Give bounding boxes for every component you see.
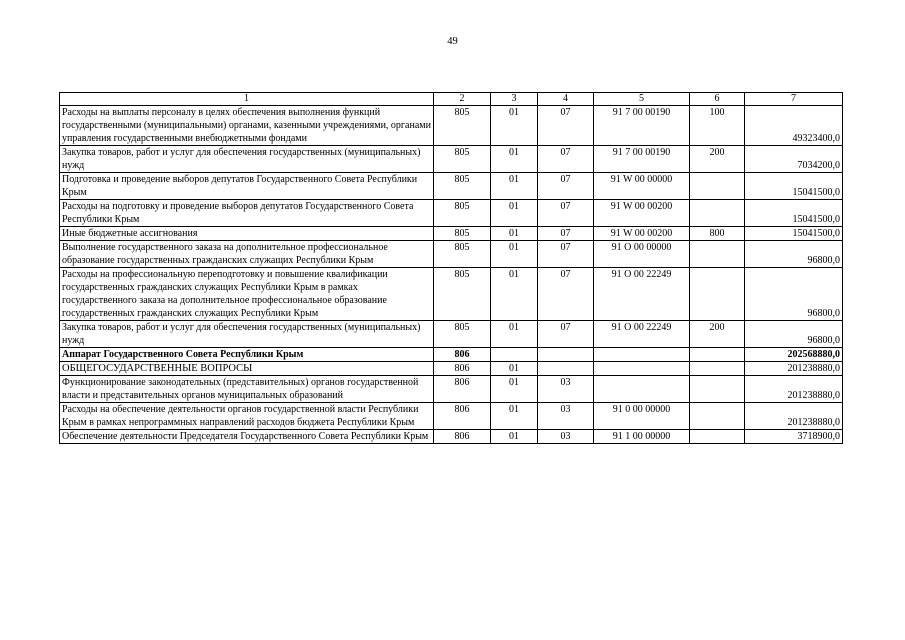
column-header: 1 (60, 93, 434, 106)
table-row (60, 348, 843, 362)
target-article-code: 91 W 00 00200 (594, 227, 690, 241)
subsection-code: 03 (538, 376, 594, 403)
ministry-code: 805 (434, 321, 491, 348)
expense-type-code: 200 (690, 146, 745, 173)
amount: 96800,0 (745, 268, 843, 321)
section-code: 01 (491, 241, 538, 268)
subsection-code: 07 (538, 268, 594, 321)
subsection-code: 03 (538, 403, 594, 430)
row-name: Выполнение государственного заказа на дополнительное профессиональное образование государственных гражданских служащих Республики Крым (60, 241, 434, 268)
row-name: ОБЩЕГОСУДАРСТВЕННЫЕ ВОПРОСЫ (60, 362, 434, 376)
target-article-code: 91 О 00 22249 (594, 268, 690, 321)
subsection-code: 07 (538, 227, 594, 241)
amount: 201238880,0 (745, 362, 843, 376)
row-name: Закупка товаров, работ и услуг для обеспечения государственных (муниципальных) нужд (60, 146, 434, 173)
subsection-code (538, 362, 594, 376)
target-article-code: 91 1 00 00000 (594, 430, 690, 444)
table-row (60, 173, 843, 200)
target-article-code: 91 О 00 00000 (594, 241, 690, 268)
target-article-code (594, 348, 690, 362)
ministry-code: 805 (434, 106, 491, 146)
ministry-code: 805 (434, 146, 491, 173)
expense-type-code (690, 430, 745, 444)
table-row (60, 241, 843, 268)
target-article-code: 91 7 00 00190 (594, 146, 690, 173)
amount: 15041500,0 (745, 200, 843, 227)
subsection-code (538, 348, 594, 362)
ministry-code: 805 (434, 227, 491, 241)
ministry-code: 805 (434, 268, 491, 321)
subsection-code: 03 (538, 430, 594, 444)
table-row (60, 146, 843, 173)
page-number: 49 (447, 36, 458, 47)
table-row (60, 376, 843, 403)
target-article-code: 91 7 00 00190 (594, 106, 690, 146)
expense-type-code: 100 (690, 106, 745, 146)
ministry-code: 806 (434, 348, 491, 362)
ministry-code: 805 (434, 241, 491, 268)
subsection-code: 07 (538, 321, 594, 348)
ministry-code: 806 (434, 403, 491, 430)
expense-type-code: 800 (690, 227, 745, 241)
row-name: Закупка товаров, работ и услуг для обеспечения государственных (муниципальных) нужд (60, 321, 434, 348)
section-code (491, 348, 538, 362)
amount: 201238880,0 (745, 403, 843, 430)
column-header: 6 (690, 93, 745, 106)
row-name: Расходы на подготовку и проведение выборов депутатов Государственного Совета Республики Крым (60, 200, 434, 227)
ministry-code: 805 (434, 200, 491, 227)
target-article-code: 91 О 00 22249 (594, 321, 690, 348)
section-code: 01 (491, 268, 538, 321)
column-header: 3 (491, 93, 538, 106)
amount: 15041500,0 (745, 173, 843, 200)
section-code: 01 (491, 227, 538, 241)
row-name: Аппарат Государственного Совета Республики Крым (60, 348, 434, 362)
expense-type-code (690, 376, 745, 403)
row-name: Подготовка и проведение выборов депутатов Государственного Совета Республики Крым (60, 173, 434, 200)
target-article-code: 91 W 00 00000 (594, 173, 690, 200)
column-number-row (60, 93, 843, 106)
expense-type-code (690, 403, 745, 430)
expense-type-code (690, 268, 745, 321)
expense-type-code: 200 (690, 321, 745, 348)
expense-type-code (690, 241, 745, 268)
column-header: 5 (594, 93, 690, 106)
ministry-code: 806 (434, 362, 491, 376)
section-code: 01 (491, 321, 538, 348)
table-row (60, 403, 843, 430)
expense-type-code (690, 362, 745, 376)
section-code: 01 (491, 376, 538, 403)
amount: 202568880,0 (745, 348, 843, 362)
table-row (60, 106, 843, 146)
row-name: Функционирование законодательных (представительных) органов государственной власти и представительных органов муниципальных образований (60, 376, 434, 403)
row-name: Расходы на выплаты персоналу в целях обеспечения выполнения функций государственными (муниципальными) органами, казенными учреждениями, органами управления государственными внебюджетными фондами (60, 106, 434, 146)
subsection-code: 07 (538, 173, 594, 200)
target-article-code: 91 W 00 00200 (594, 200, 690, 227)
ministry-code: 805 (434, 173, 491, 200)
row-name: Обеспечение деятельности Председателя Государственного Совета Республики Крым (60, 430, 434, 444)
column-header: 2 (434, 93, 491, 106)
row-name: Расходы на профессиональную переподготовку и повышение квалификации государственных гражданских служащих Республики Крым в рамках государственного заказа на дополнительное профессиональное образование государственных гражданских служащих Республики Крым (60, 268, 434, 321)
budget-table (59, 92, 843, 444)
amount: 96800,0 (745, 241, 843, 268)
table-row (60, 268, 843, 321)
subsection-code: 07 (538, 200, 594, 227)
target-article-code (594, 376, 690, 403)
column-header: 4 (538, 93, 594, 106)
target-article-code: 91 0 00 00000 (594, 403, 690, 430)
column-header: 7 (745, 93, 843, 106)
table-row (60, 227, 843, 241)
subsection-code: 07 (538, 106, 594, 146)
ministry-code: 806 (434, 430, 491, 444)
table-row (60, 321, 843, 348)
amount: 3718900,0 (745, 430, 843, 444)
expense-type-code (690, 173, 745, 200)
table-row (60, 430, 843, 444)
section-code: 01 (491, 362, 538, 376)
expense-type-code (690, 348, 745, 362)
section-code: 01 (491, 146, 538, 173)
amount: 15041500,0 (745, 227, 843, 241)
amount: 201238880,0 (745, 376, 843, 403)
row-name: Иные бюджетные ассигнования (60, 227, 434, 241)
amount: 49323400,0 (745, 106, 843, 146)
section-code: 01 (491, 106, 538, 146)
ministry-code: 806 (434, 376, 491, 403)
amount: 7034200,0 (745, 146, 843, 173)
table-row (60, 362, 843, 376)
section-code: 01 (491, 430, 538, 444)
section-code: 01 (491, 173, 538, 200)
subsection-code: 07 (538, 146, 594, 173)
section-code: 01 (491, 200, 538, 227)
section-code: 01 (491, 403, 538, 430)
table-row (60, 200, 843, 227)
row-name: Расходы на обеспечение деятельности органов государственной власти Республики Крым в рамках непрограммных направлений расходов бюджета Республики Крым (60, 403, 434, 430)
amount: 96800,0 (745, 321, 843, 348)
subsection-code: 07 (538, 241, 594, 268)
target-article-code (594, 362, 690, 376)
expense-type-code (690, 200, 745, 227)
